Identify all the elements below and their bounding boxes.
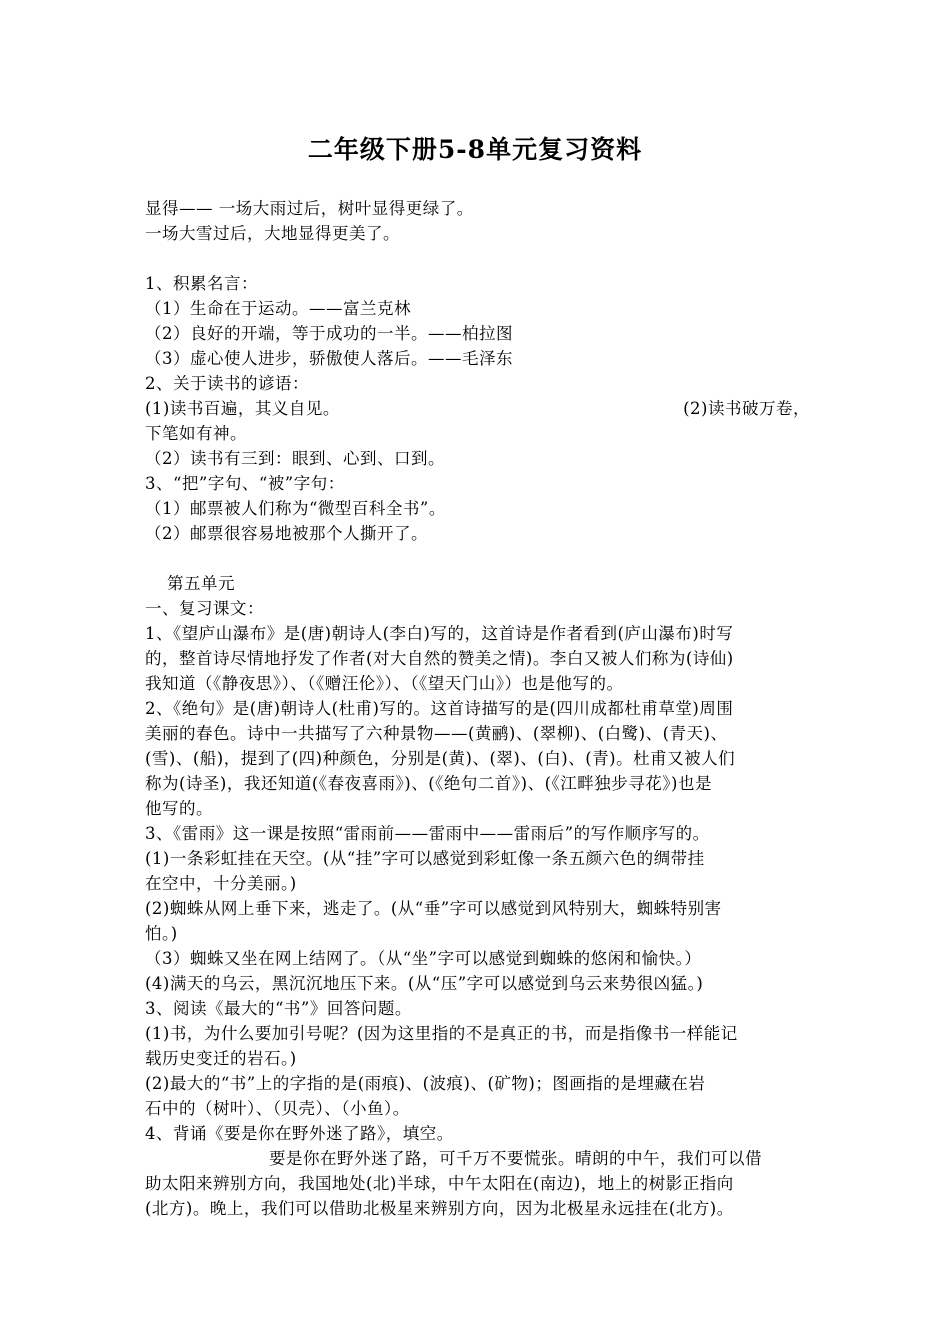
list-item: (2)读书破万卷， bbox=[683, 399, 810, 418]
paragraph-line: 载历史变迁的岩石。) bbox=[145, 1049, 297, 1068]
subsection-heading: 一、复习课文： bbox=[145, 599, 264, 618]
paragraph-line: (北方)。晚上，我们可以借助北极星来辨别方向，因为北极星永远挂在(北方)。 bbox=[145, 1199, 734, 1218]
paragraph-line: 称为(诗圣)，我还知道(《春夜喜雨》)、(《绝句二首》)、(《江畔独步寻花》)也是 bbox=[145, 774, 712, 793]
list-item: （3）虚心使人进步，骄傲使人落后。——毛泽东 bbox=[145, 349, 513, 368]
paragraph-line: 石中的（树叶）、（贝壳）、（小鱼）。 bbox=[145, 1099, 410, 1118]
paragraph-line: 的，整首诗尽情地抒发了作者(对大自然的赞美之情)。李白又被人们称为(诗仙) bbox=[145, 649, 734, 668]
intro-line: 显得—— 一场大雨过后，树叶显得更绿了。 bbox=[145, 199, 474, 218]
blank-line bbox=[145, 546, 810, 571]
paragraph-line: (雪)、(船)，提到了(四)种颜色，分别是(黄)、(翠)、(白)、(青)。杜甫又被人们 bbox=[145, 749, 736, 768]
list-item: （2）读书有三到：眼到、心到、口到。 bbox=[145, 449, 445, 468]
paragraph-line: 他写的。 bbox=[145, 799, 213, 818]
list-item: 下笔如有神。 bbox=[145, 424, 247, 443]
document-body bbox=[145, 196, 810, 1221]
paragraph-line: 3、阅读《最大的“书”》回答问题。 bbox=[145, 999, 412, 1018]
paragraph-line: 2、《绝句》是(唐)朝诗人(杜甫)写的。这首诗描写的是(四川成都杜甫草堂)周围 bbox=[145, 699, 734, 718]
paragraph-line: 4、背诵《要是你在野外迷了路》，填空。 bbox=[145, 1124, 454, 1143]
unit-heading: 第五单元 bbox=[167, 574, 235, 593]
paragraph-line: 我知道（《静夜思》）、（《赠汪伦》）、（《望天门山》）也是他写的。 bbox=[145, 674, 624, 693]
paragraph-line: 3、《雷雨》这一课是按照“雷雨前——雷雨中——雷雨后”的写作顺序写的。 bbox=[145, 824, 710, 843]
proverb-row bbox=[145, 396, 810, 421]
paragraph-line: 助太阳来辨别方向，我国地处(北)半球，中午太阳在(南边)，地上的树影正指向 bbox=[145, 1174, 734, 1193]
list-item: （1）生命在于运动。——富兰克林 bbox=[145, 299, 411, 318]
section-heading: 3、“把”字句、“被”字句： bbox=[145, 474, 345, 493]
list-item: （2）邮票很容易地被那个人撕开了。 bbox=[145, 524, 428, 543]
paragraph-line: 1、《望庐山瀑布》是(唐)朝诗人(李白)写的，这首诗是作者看到(庐山瀑布)时写 bbox=[145, 624, 734, 643]
paragraph-line: （3）蜘蛛又坐在网上结网了。（从“坐”字可以感觉到蜘蛛的悠闲和愉快。） bbox=[145, 949, 702, 968]
section-heading: 2、关于读书的谚语： bbox=[145, 374, 309, 393]
blank-line bbox=[145, 246, 810, 271]
paragraph-line: (2)最大的“书”上的字指的是(雨痕)、(波痕)、(矿物)；图画指的是埋藏在岩 bbox=[145, 1074, 706, 1093]
page-title: 二年级下册5-8单元复习资料 bbox=[307, 135, 643, 164]
paragraph-line: (1)一条彩虹挂在天空。(从“挂”字可以感觉到彩虹像一条五颜六色的绸带挂 bbox=[145, 849, 705, 868]
paragraph-line: (2)蜘蛛从网上垂下来，逃走了。(从“垂”字可以感觉到风特别大，蜘蛛特别害 bbox=[145, 899, 722, 918]
paragraph-line: 美丽的春色。诗中一共描写了六种景物——(黄鹂)、(翠柳)、(白鹭)、(青天)、 bbox=[145, 724, 728, 743]
list-item: (1)读书百遍，其义自见。 bbox=[145, 399, 340, 418]
paragraph-line: (1)书，为什么要加引号呢？(因为这里指的不是真正的书，而是指像书一样能记 bbox=[145, 1024, 738, 1043]
intro-line: 一场大雪过后，大地显得更美了。 bbox=[145, 224, 400, 243]
list-item: （1）邮票被人们称为“微型百科全书”。 bbox=[145, 499, 446, 518]
list-item: （2）良好的开端，等于成功的一半。——柏拉图 bbox=[145, 324, 513, 343]
paragraph-line: (4)满天的乌云，黑沉沉地压下来。(从“压”字可以感觉到乌云来势很凶猛。) bbox=[145, 974, 704, 993]
paragraph-line: 怕。) bbox=[145, 924, 178, 943]
paragraph-line: 在空中，十分美丽。) bbox=[145, 874, 297, 893]
paragraph-line: 要是你在野外迷了路，可千万不要慌张。晴朗的中午，我们可以借 bbox=[269, 1149, 762, 1168]
section-heading: 1、积累名言： bbox=[145, 274, 258, 293]
